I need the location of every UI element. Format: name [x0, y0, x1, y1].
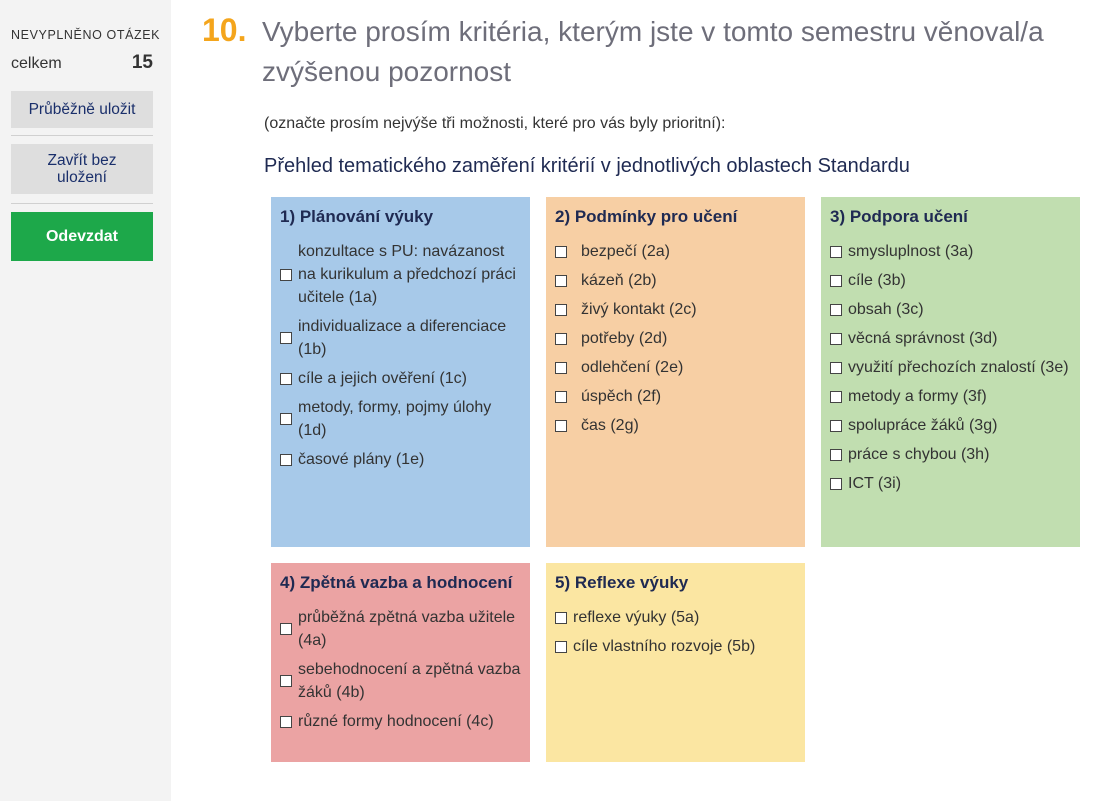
question-title: Vyberte prosím kritéria, kterým jste v tomto semestru věnoval/a zvýšenou pozornost [262, 16, 1044, 87]
criteria-area-5 [546, 563, 805, 762]
criterion-label[interactable]: časové plány (1e) [298, 451, 425, 468]
criterion-option[interactable] [280, 606, 521, 652]
criteria-area-2 [546, 197, 805, 547]
criteria-area-title: 4) Zpětná vazba a hodnocení [280, 573, 513, 592]
criterion-label[interactable]: smysluplnost (3a) [848, 243, 974, 260]
criterion-checkbox[interactable] [555, 391, 567, 403]
overview-title: Přehled tematického zaměření kritérií v jednotlivých oblastech Standardu [264, 155, 910, 177]
divider [11, 135, 153, 136]
criterion-label[interactable]: konzultace s PU: navázanost na kurikulum a předchozí práci učitele (1a) [298, 243, 516, 306]
submit-button[interactable]: Odevzdat [11, 212, 153, 261]
criterion-label[interactable]: kázeň (2b) [581, 272, 657, 289]
criterion-label[interactable]: bezpečí (2a) [581, 243, 670, 260]
criterion-checkbox[interactable] [280, 623, 292, 635]
criterion-option[interactable] [830, 240, 1071, 263]
criterion-option[interactable] [555, 269, 796, 292]
criteria-area-title: 5) Reflexe výuky [555, 573, 689, 592]
criterion-option[interactable] [555, 635, 796, 658]
divider [11, 203, 153, 204]
criterion-checkbox[interactable] [830, 362, 842, 374]
criterion-option[interactable] [555, 298, 796, 321]
criterion-option[interactable] [280, 448, 521, 471]
criterion-label[interactable]: obsah (3c) [848, 301, 924, 318]
criterion-option[interactable] [280, 367, 521, 390]
criterion-checkbox[interactable] [280, 413, 292, 425]
criterion-option[interactable] [280, 658, 521, 704]
criterion-label[interactable]: sebehodnocení a zpětná vazba žáků (4b) [298, 661, 521, 701]
criterion-option[interactable] [555, 606, 796, 629]
criterion-checkbox[interactable] [830, 304, 842, 316]
criterion-checkbox[interactable] [555, 304, 567, 316]
criteria-area-title: 3) Podpora učení [830, 207, 968, 226]
criterion-checkbox[interactable] [830, 449, 842, 461]
sidebar [0, 0, 171, 801]
criterion-label[interactable]: práce s chybou (3h) [848, 446, 990, 463]
criterion-option[interactable] [280, 315, 521, 361]
criterion-checkbox[interactable] [555, 275, 567, 287]
criterion-label[interactable]: úspěch (2f) [581, 388, 662, 405]
criterion-option[interactable] [830, 269, 1071, 292]
criterion-option[interactable] [830, 298, 1071, 321]
criterion-label[interactable]: ICT (3i) [848, 475, 902, 492]
criterion-label[interactable]: věcná správnost (3d) [848, 330, 998, 347]
criterion-checkbox[interactable] [830, 275, 842, 287]
criterion-option[interactable] [830, 472, 1071, 495]
question-hint: (označte prosím nejvýše tři možnosti, které pro vás byly prioritní): [264, 115, 726, 132]
criterion-checkbox[interactable] [555, 246, 567, 258]
criterion-label[interactable]: metody, formy, pojmy úlohy (1d) [298, 399, 492, 439]
unfilled-questions-label: NEVYPLNĚNO OTÁZEK [11, 28, 161, 42]
question-number: 10. [202, 12, 247, 48]
criterion-label[interactable]: metody a formy (3f) [848, 388, 987, 405]
criterion-checkbox[interactable] [280, 269, 292, 281]
criterion-checkbox[interactable] [830, 420, 842, 432]
criterion-label[interactable]: cíle vlastního rozvoje (5b) [573, 638, 756, 655]
criteria-area-title: 1) Plánování výuky [280, 207, 434, 226]
criterion-label[interactable]: individualizace a diferenciace (1b) [298, 318, 507, 358]
criterion-label[interactable]: spolupráce žáků (3g) [848, 417, 998, 434]
total-label: celkem [11, 55, 62, 72]
criterion-label[interactable]: odlehčení (2e) [581, 359, 684, 376]
total-count: 15 [131, 52, 153, 73]
criterion-option[interactable] [830, 414, 1071, 437]
criterion-checkbox[interactable] [555, 362, 567, 374]
criterion-checkbox[interactable] [280, 454, 292, 466]
criterion-label[interactable]: cíle a jejich ověření (1c) [298, 370, 467, 387]
criterion-label[interactable]: živý kontakt (2c) [581, 301, 697, 318]
criterion-checkbox[interactable] [555, 612, 567, 624]
criteria-area-1 [271, 197, 530, 547]
criterion-checkbox[interactable] [830, 246, 842, 258]
criterion-option[interactable] [830, 327, 1071, 350]
criterion-option[interactable] [280, 396, 521, 442]
criterion-option[interactable] [555, 414, 796, 437]
criterion-option[interactable] [280, 710, 521, 733]
close-without-saving-button[interactable]: Zavřít bez uložení [11, 144, 153, 194]
criterion-checkbox[interactable] [830, 391, 842, 403]
criterion-checkbox[interactable] [280, 373, 292, 385]
criterion-label[interactable]: potřeby (2d) [581, 330, 668, 347]
criterion-option[interactable] [555, 385, 796, 408]
criterion-option[interactable] [830, 385, 1071, 408]
criterion-checkbox[interactable] [830, 333, 842, 345]
criterion-checkbox[interactable] [280, 675, 292, 687]
criterion-checkbox[interactable] [280, 332, 292, 344]
criterion-label[interactable]: cíle (3b) [848, 272, 906, 289]
criterion-label[interactable]: využití přechozích znalostí (3e) [848, 359, 1069, 376]
save-progress-button[interactable]: Průběžně uložit [11, 91, 153, 128]
criterion-checkbox[interactable] [280, 716, 292, 728]
criteria-area-3 [821, 197, 1080, 547]
criterion-label[interactable]: čas (2g) [581, 417, 639, 434]
criterion-option[interactable] [555, 356, 796, 379]
criterion-label[interactable]: různé formy hodnocení (4c) [298, 713, 494, 730]
criterion-checkbox[interactable] [555, 641, 567, 653]
criterion-option[interactable] [555, 327, 796, 350]
criterion-option[interactable] [280, 240, 521, 309]
criterion-label[interactable]: průběžná zpětná vazba užitele (4a) [298, 609, 516, 649]
criteria-area-title: 2) Podmínky pro učení [555, 207, 738, 226]
criterion-option[interactable] [830, 443, 1071, 466]
criterion-option[interactable] [555, 240, 796, 263]
criterion-checkbox[interactable] [555, 333, 567, 345]
criteria-area-4 [271, 563, 530, 762]
criterion-option[interactable] [830, 356, 1071, 379]
criterion-checkbox[interactable] [555, 420, 567, 432]
unfilled-total-row [11, 52, 153, 74]
criterion-label[interactable]: reflexe výuky (5a) [573, 609, 700, 626]
criterion-checkbox[interactable] [830, 478, 842, 490]
